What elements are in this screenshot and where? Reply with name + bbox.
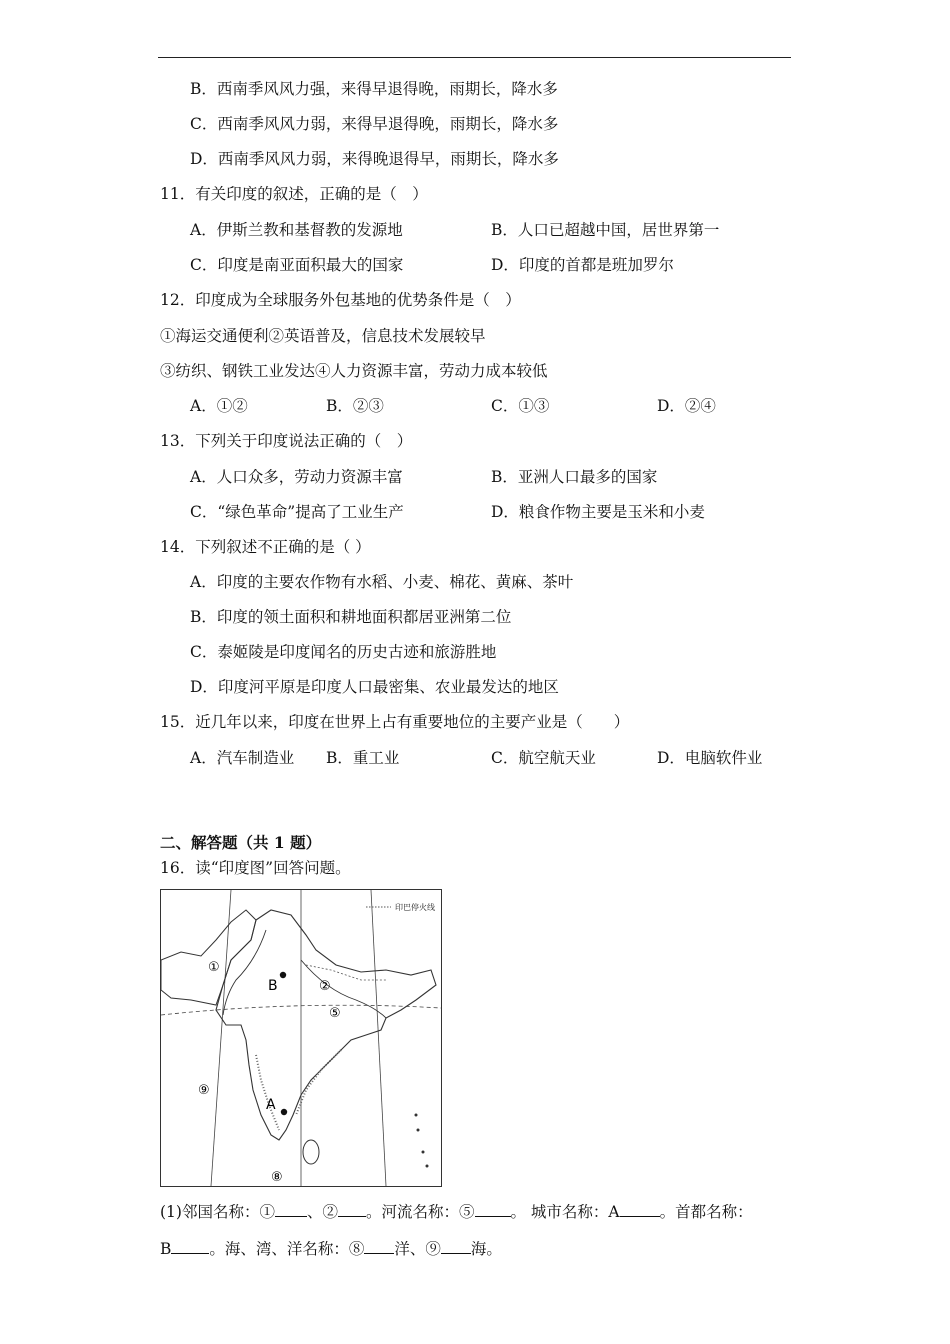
- island-mark: [422, 1151, 425, 1154]
- q16-sub1-text: 海。: [470, 1240, 502, 1258]
- neighbor-country-1-outline: [161, 910, 256, 1005]
- q16-sub1-text: 洋、⑨: [394, 1240, 441, 1258]
- q12-stem: 12．印度成为全球服务外包基地的优势条件是（ ）: [160, 291, 521, 309]
- india-map-drawing: [161, 890, 441, 1186]
- answer-blank-5[interactable]: [475, 1202, 511, 1217]
- island-mark: [426, 1165, 429, 1168]
- map-label-5: ⑤: [329, 1006, 341, 1021]
- q16-sub1-text: B: [160, 1240, 172, 1258]
- answer-blank-b[interactable]: [171, 1239, 209, 1254]
- answer-blank-1[interactable]: [275, 1202, 307, 1217]
- india-map: [160, 889, 442, 1187]
- q16-sub1-text: 。 城市名称：A: [510, 1203, 620, 1221]
- map-label-a: A: [266, 1097, 276, 1113]
- section-title: 二、解答题（共 1 题）: [160, 833, 322, 852]
- q13-stem: 13．下列关于印度说法正确的（ ）: [160, 432, 413, 450]
- q14-stem: 14．下列叙述不正确的是（ ）: [160, 538, 371, 556]
- island-mark: [415, 1114, 418, 1117]
- q15-stem: 15．近几年以来，印度在世界上占有重要地位的主要产业是（ ）: [160, 713, 630, 731]
- q14-option-d[interactable]: D．印度河平原是印度人口最密集、农业最发达的地区: [190, 678, 559, 696]
- ganges-river: [301, 960, 386, 1018]
- q16-sub1-line-1: [160, 1202, 753, 1222]
- city-a-marker: [281, 1109, 287, 1115]
- map-label-b: B: [268, 978, 278, 994]
- q13-option-c[interactable]: C．“绿色革命”提高了工业生产: [190, 503, 404, 521]
- q11-option-a[interactable]: A．伊斯兰教和基督教的发源地: [190, 221, 403, 239]
- map-label-8: ⑧: [271, 1170, 283, 1185]
- q12-option-c[interactable]: C．①③: [491, 397, 550, 415]
- q10-option-d[interactable]: D．西南季风风力弱，来得晚退得早，雨期长，降水多: [190, 150, 559, 168]
- q13-option-a[interactable]: A．人口众多，劳动力资源丰富: [190, 468, 403, 486]
- q13-option-b[interactable]: B．亚洲人口最多的国家: [491, 468, 658, 486]
- map-label-9: ⑨: [198, 1083, 210, 1098]
- q11-option-c[interactable]: C．印度是南亚面积最大的国家: [190, 256, 404, 274]
- q10-option-c[interactable]: C．西南季风风力弱，来得早退得晚，雨期长，降水多: [190, 115, 559, 133]
- q11-option-b[interactable]: B．人口已超越中国，居世界第一: [491, 221, 720, 239]
- answer-blank-a[interactable]: [620, 1202, 660, 1217]
- q12-option-b[interactable]: B．②③: [326, 397, 384, 415]
- answer-blank-9[interactable]: [441, 1239, 471, 1254]
- q15-option-b[interactable]: B．重工业: [326, 749, 400, 767]
- q15-option-c[interactable]: C．航空航天业: [491, 749, 596, 767]
- answer-blank-8[interactable]: [364, 1239, 394, 1254]
- q16-sub1-text: 。海、湾、洋名称：⑧: [209, 1240, 365, 1258]
- sri-lanka-outline: [303, 1140, 319, 1164]
- answer-blank-2[interactable]: [338, 1202, 366, 1217]
- map-label-2: ②: [319, 979, 331, 994]
- q13-option-d[interactable]: D．粮食作物主要是玉米和小麦: [491, 503, 705, 521]
- q16-sub1-text: 、②: [306, 1203, 338, 1221]
- q16-sub1-line-2: [160, 1239, 502, 1259]
- q12-condition-line-1: ①海运交通便利②英语普及，信息技术发展较早: [160, 327, 486, 345]
- q10-option-b[interactable]: B．西南季风风力强，来得早退得晚，雨期长，降水多: [190, 80, 558, 98]
- map-label-1: ①: [208, 960, 220, 975]
- meridian-line: [371, 890, 386, 1186]
- q16-sub1-text: 。首都名称：: [659, 1203, 753, 1221]
- q15-option-d[interactable]: D．电脑软件业: [657, 749, 763, 767]
- india-outline: [216, 910, 436, 1140]
- q16-sub1-text: 。河流名称：⑤: [365, 1203, 475, 1221]
- header-rule: [158, 57, 791, 58]
- q12-option-a[interactable]: A．①②: [190, 397, 248, 415]
- q16-stem: 16．读“印度图”回答问题。: [160, 859, 351, 877]
- q16-sub1-text: (1)邻国名称：①: [160, 1203, 275, 1221]
- q12-option-d[interactable]: D．②④: [657, 397, 716, 415]
- map-legend-label: 印巴停火线: [395, 903, 435, 912]
- q11-option-d[interactable]: D．印度的首都是班加罗尔: [491, 256, 674, 274]
- eastern-ghats: [296, 1050, 341, 1115]
- q15-option-a[interactable]: A．汽车制造业: [190, 749, 295, 767]
- city-b-marker: [280, 972, 286, 978]
- q12-condition-line-2: ③纺织、钢铁工业发达④人力资源丰富，劳动力成本较低: [160, 362, 548, 380]
- q14-option-b[interactable]: B．印度的领土面积和耕地面积都居亚洲第二位: [190, 608, 512, 626]
- q14-option-a[interactable]: A．印度的主要农作物有水稻、小麦、棉花、黄麻、茶叶: [190, 573, 574, 591]
- q11-stem: 11．有关印度的叙述，正确的是（ ）: [160, 185, 428, 203]
- indus-river: [223, 930, 266, 1015]
- western-ghats: [256, 1055, 279, 1130]
- q14-option-c[interactable]: C．泰姬陵是印度闻名的历史古迹和旅游胜地: [190, 643, 497, 661]
- island-mark: [417, 1129, 420, 1132]
